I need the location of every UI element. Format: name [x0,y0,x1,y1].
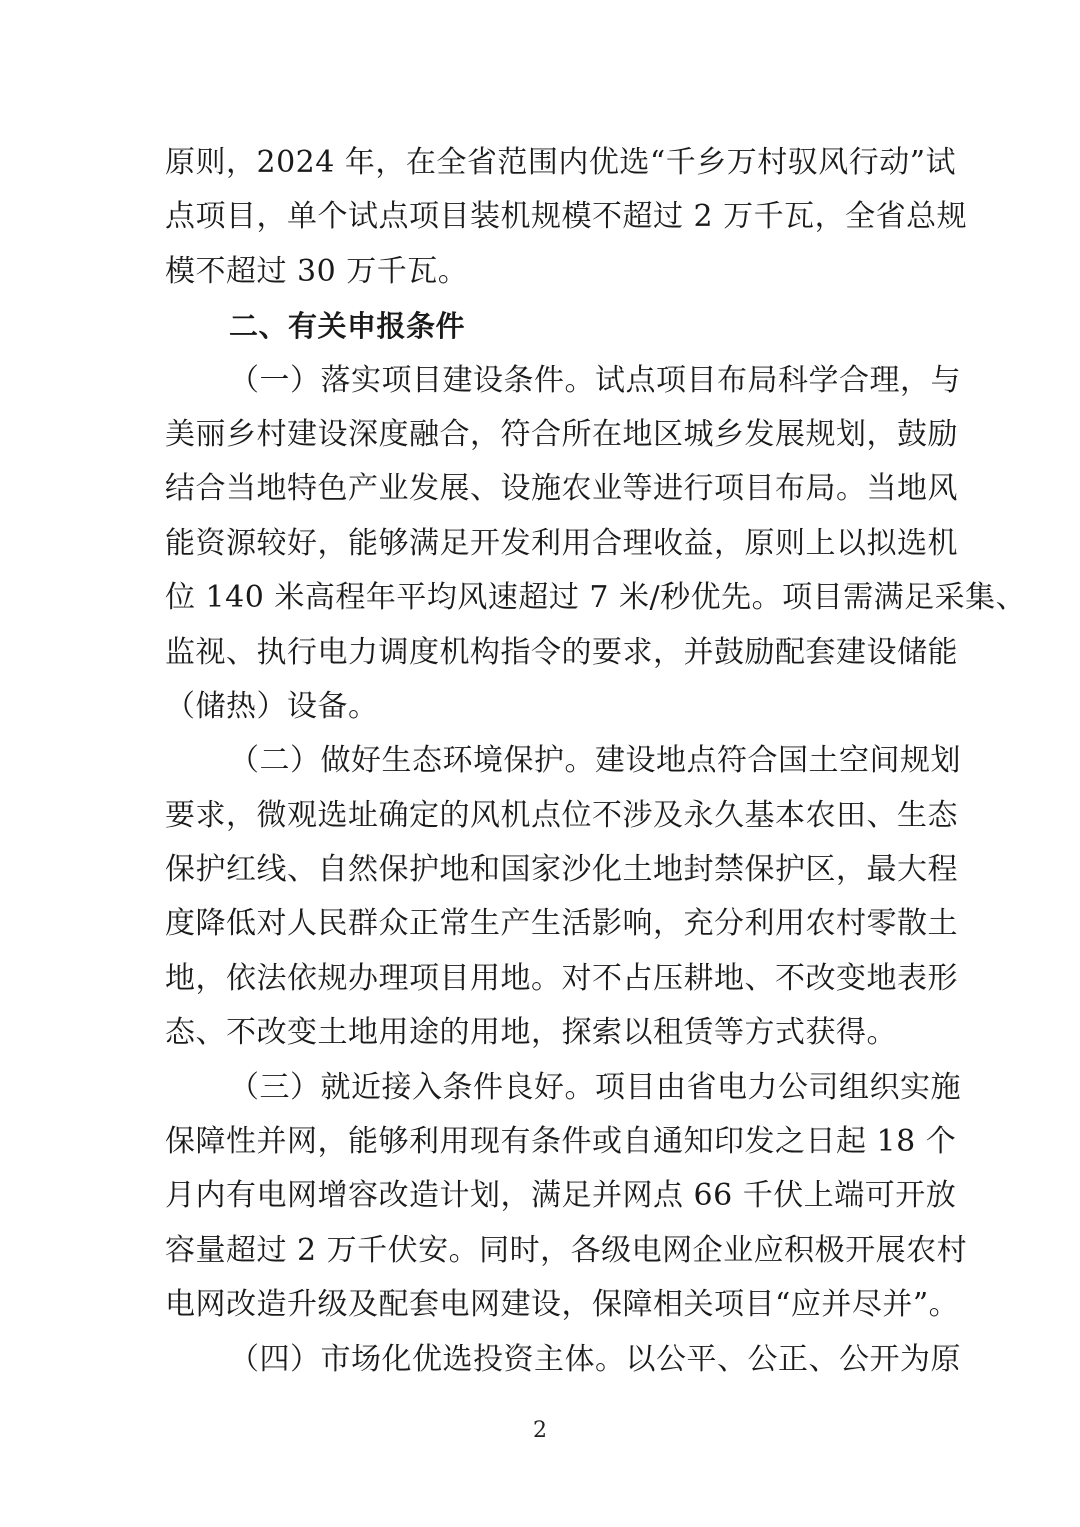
text-line: 模不超过 30 万千瓦。 [165,253,469,289]
text-line: 保障性并网，能够利用现有条件或自通知印发之日起 18 个 [165,1124,957,1160]
paragraph-start-3: （三）就近接入条件良好。项目由省电力公司组织实施 [229,1069,961,1105]
text-line: 要求，微观选址确定的风机点位不涉及永久基本农田、生态 [165,797,958,833]
section-heading: 二、有关申报条件 [229,309,466,344]
text-line: 位 140 米高程年平均风速超过 7 米/秒优先。项目需满足采集、 [165,580,1027,616]
paragraph-start-2: （二）做好生态环境保护。建设地点符合国土空间规划 [229,743,961,779]
text-line: 电网改造升级及配套电网建设，保障相关项目“应并尽并”。 [165,1287,960,1323]
text-line: 能资源较好，能够满足开发利用合理收益，原则上以拟选机 [165,525,958,561]
text-line: 美丽乡村建设深度融合，符合所在地区城乡发展规划，鼓励 [165,416,958,452]
text-line: 点项目，单个试点项目装机规模不超过 2 万千瓦，全省总规 [165,199,968,235]
text-line: 监视、执行电力调度机构指令的要求，并鼓励配套建设储能 [165,634,958,670]
text-line: 结合当地特色产业发展、设施农业等进行项目布局。当地风 [165,471,958,507]
text-line: 容量超过 2 万千伏安。同时，各级电网企业应积极开展农村 [165,1232,968,1268]
text-line: 保护红线、自然保护地和国家沙化土地封禁保护区，最大程 [165,852,958,888]
text-line: （储热）设备。 [165,688,379,724]
text-line: 度降低对人民群众正常生产生活影响，充分利用农村零散土 [165,906,958,942]
paragraph-start-4: （四）市场化优选投资主体。以公平、公正、公开为原 [229,1341,961,1377]
text-line: 地，依法依规办理项目用地。对不占压耕地、不改变地表形 [165,960,958,996]
text-line: 态、不改变土地用途的用地，探索以租赁等方式获得。 [165,1015,897,1051]
page-number: 2 [533,1418,547,1443]
document-body [165,136,1027,1387]
paragraph-start-1: （一）落实项目建设条件。试点项目布局科学合理，与 [229,362,961,398]
text-line: 月内有电网增容改造计划，满足并网点 66 千伏上端可开放 [165,1178,957,1214]
text-line: 原则，2024 年，在全省范围内优选“千乡万村驭风行动”试 [165,145,957,180]
